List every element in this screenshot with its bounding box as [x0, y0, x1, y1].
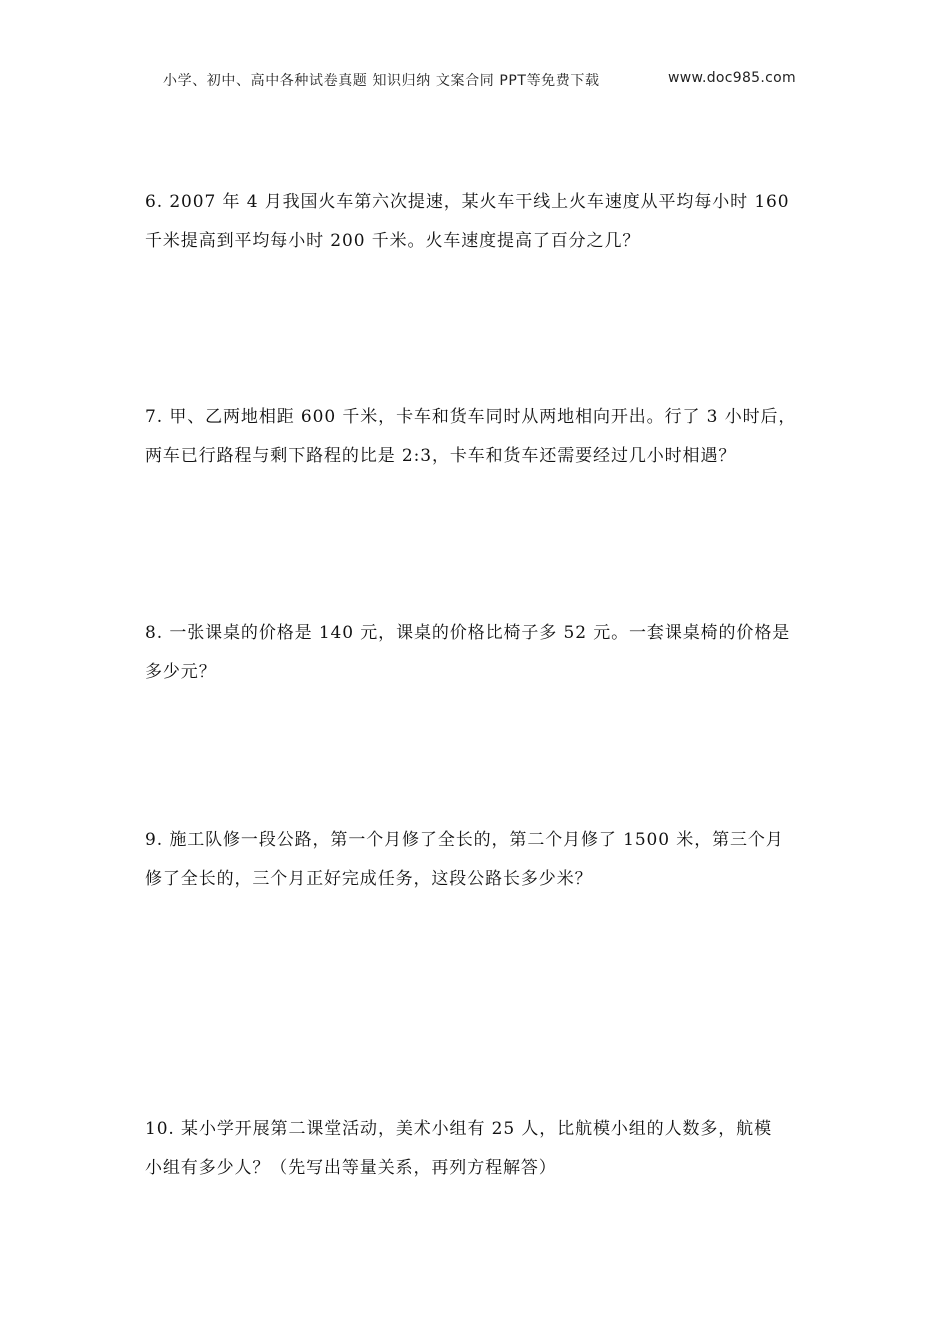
- question-9-line-1: 9. 施工队修一段公路，第一个月修了全长的，第二个月修了 1500 米，第三个月: [145, 830, 784, 850]
- question-10: [145, 1110, 825, 1188]
- question-10-line-1: 10. 某小学开展第二课堂活动，美术小组有 25 人，比航模小组的人数多，航模: [145, 1119, 772, 1139]
- question-8-line-1: 8. 一张课桌的价格是 140 元，课桌的价格比椅子多 52 元。一套课桌椅的价格是: [145, 623, 791, 643]
- header-url[interactable]: www.doc985.com: [668, 70, 796, 86]
- question-8-line-2: 多少元？: [145, 662, 217, 682]
- question-6: [145, 183, 825, 261]
- question-10-line-2: 小组有多少人？（先写出等量关系，再列方程解答）: [145, 1158, 557, 1178]
- header-text: 小学、初中、高中各种试卷真题 知识归纳 文案合同 PPT等免费下载: [163, 73, 600, 89]
- question-6-line-2: 千米提高到平均每小时 200 千米。火车速度提高了百分之几？: [145, 231, 641, 251]
- question-9-line-2: 修了全长的，三个月正好完成任务，这段公路长多少米？: [145, 869, 593, 889]
- question-7-line-2: 两车已行路程与剩下路程的比是 2:3，卡车和货车还需要经过几小时相遇？: [145, 446, 737, 466]
- question-8: [145, 614, 825, 692]
- page-header: [0, 68, 950, 92]
- question-7-line-1: 7. 甲、乙两地相距 600 千米，卡车和货车同时从两地相向开出。行了 3 小时后，: [145, 407, 797, 427]
- question-7: [145, 398, 825, 476]
- question-9: [145, 821, 825, 899]
- question-6-line-1: 6. 2007 年 4 月我国火车第六次提速，某火车干线上火车速度从平均每小时 160: [145, 192, 790, 212]
